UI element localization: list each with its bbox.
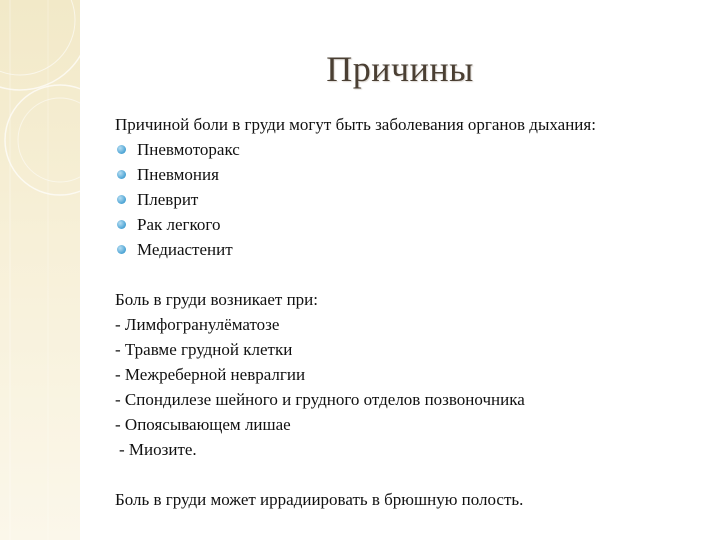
spacer — [115, 462, 705, 487]
decorative-circles — [0, 0, 80, 540]
list-item: - Миозите. — [119, 440, 197, 459]
bullet-icon — [117, 245, 126, 254]
list-item: - Опоясывающем лишае — [115, 415, 291, 434]
bullet-icon — [117, 220, 126, 229]
decorative-side-panel — [0, 0, 80, 540]
list-item: - Травме грудной клетки — [115, 340, 293, 359]
bullet-icon — [117, 145, 126, 154]
second-heading: Боль в груди возникает при: — [115, 290, 318, 309]
list-item: Медиастенит — [115, 237, 705, 262]
slide-title: Причины — [326, 49, 474, 89]
list-item: Пневмония — [115, 162, 705, 187]
spacer — [115, 262, 705, 287]
list-item: Пневмоторакс — [115, 137, 705, 162]
bullet-icon — [117, 195, 126, 204]
bullet-icon — [117, 170, 126, 179]
list-item: Плеврит — [115, 187, 705, 212]
slide-content — [115, 112, 705, 512]
list-item: - Лимфогранулёматозе — [115, 315, 280, 334]
respiratory-causes-list — [115, 137, 705, 262]
list-item: Рак легкого — [115, 212, 705, 237]
closing-text: Боль в груди может иррадиировать в брюшную полость. — [115, 490, 524, 509]
list-item: - Межреберной невралгии — [115, 365, 306, 384]
list-item: - Спондилезе шейного и грудного отделов позвоночника — [115, 390, 525, 409]
intro-text: Причиной боли в груди могут быть заболевания органов дыхания: — [115, 115, 596, 134]
